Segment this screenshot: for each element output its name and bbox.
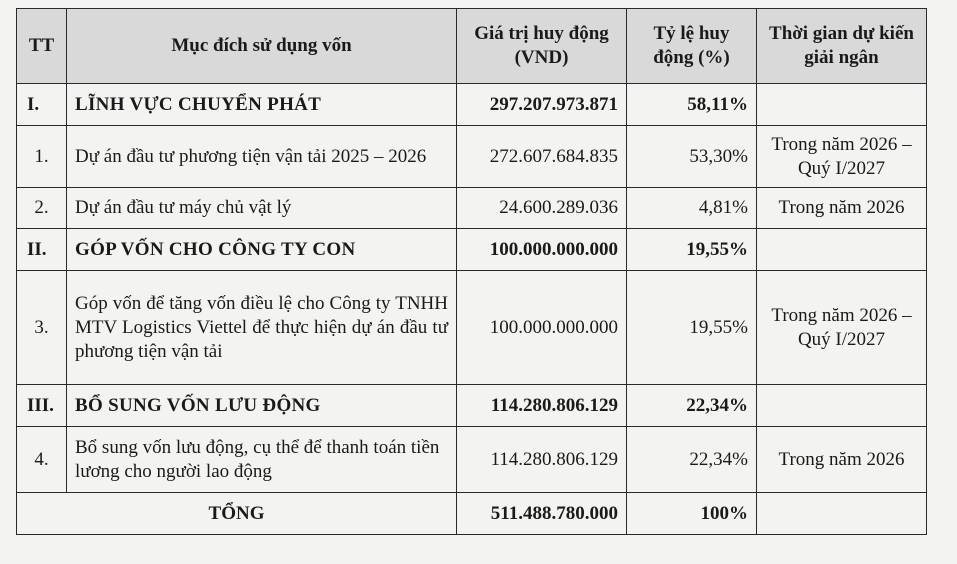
row-value: 100.000.000.000 bbox=[457, 271, 627, 385]
row-value: 114.280.806.129 bbox=[457, 385, 627, 427]
table-row bbox=[17, 126, 927, 188]
row-purpose: Dự án đầu tư máy chủ vật lý bbox=[67, 188, 457, 229]
row-value: 24.600.289.036 bbox=[457, 188, 627, 229]
header-timing: Thời gian dự kiến giải ngân bbox=[757, 9, 927, 84]
row-timing: Trong năm 2026 bbox=[757, 188, 927, 229]
total-label: TỔNG bbox=[17, 493, 457, 535]
row-purpose: Góp vốn để tăng vốn điều lệ cho Công ty TNHH MTV Logistics Viettel để thực hiện dự án đầu tư phương tiện vận tải bbox=[67, 271, 457, 385]
row-value: 272.607.684.835 bbox=[457, 126, 627, 188]
capital-use-table bbox=[16, 8, 927, 535]
table-header-row bbox=[17, 9, 927, 84]
row-tt: III. bbox=[17, 385, 67, 427]
table-row-section bbox=[17, 84, 927, 126]
row-purpose: Dự án đầu tư phương tiện vận tải 2025 – 2026 bbox=[67, 126, 457, 188]
row-timing bbox=[757, 84, 927, 126]
row-tt: 2. bbox=[17, 188, 67, 229]
row-timing bbox=[757, 229, 927, 271]
table-row-section bbox=[17, 229, 927, 271]
row-ratio: 58,11% bbox=[627, 84, 757, 126]
row-ratio: 4,81% bbox=[627, 188, 757, 229]
header-purpose: Mục đích sử dụng vốn bbox=[67, 9, 457, 84]
table-row bbox=[17, 271, 927, 385]
table-row-total bbox=[17, 493, 927, 535]
row-purpose: GÓP VỐN CHO CÔNG TY CON bbox=[67, 229, 457, 271]
row-timing bbox=[757, 385, 927, 427]
row-value: 114.280.806.129 bbox=[457, 427, 627, 493]
header-ratio: Tỷ lệ huy động (%) bbox=[627, 9, 757, 84]
row-timing: Trong năm 2026 – Quý I/2027 bbox=[757, 126, 927, 188]
row-purpose: Bổ sung vốn lưu động, cụ thể để thanh toán tiền lương cho người lao động bbox=[67, 427, 457, 493]
row-timing: Trong năm 2026 – Quý I/2027 bbox=[757, 271, 927, 385]
total-timing bbox=[757, 493, 927, 535]
row-ratio: 19,55% bbox=[627, 229, 757, 271]
header-value: Giá trị huy động (VND) bbox=[457, 9, 627, 84]
table-row bbox=[17, 188, 927, 229]
row-tt: I. bbox=[17, 84, 67, 126]
row-ratio: 22,34% bbox=[627, 385, 757, 427]
table-row bbox=[17, 427, 927, 493]
row-ratio: 53,30% bbox=[627, 126, 757, 188]
row-value: 100.000.000.000 bbox=[457, 229, 627, 271]
row-value: 297.207.973.871 bbox=[457, 84, 627, 126]
row-tt: 1. bbox=[17, 126, 67, 188]
table-row-section bbox=[17, 385, 927, 427]
total-ratio: 100% bbox=[627, 493, 757, 535]
row-timing: Trong năm 2026 bbox=[757, 427, 927, 493]
row-purpose: LĨNH VỰC CHUYỂN PHÁT bbox=[67, 84, 457, 126]
row-tt: II. bbox=[17, 229, 67, 271]
row-ratio: 19,55% bbox=[627, 271, 757, 385]
row-tt: 3. bbox=[17, 271, 67, 385]
row-tt: 4. bbox=[17, 427, 67, 493]
header-tt: TT bbox=[17, 9, 67, 84]
row-purpose: BỔ SUNG VỐN LƯU ĐỘNG bbox=[67, 385, 457, 427]
row-ratio: 22,34% bbox=[627, 427, 757, 493]
total-value: 511.488.780.000 bbox=[457, 493, 627, 535]
